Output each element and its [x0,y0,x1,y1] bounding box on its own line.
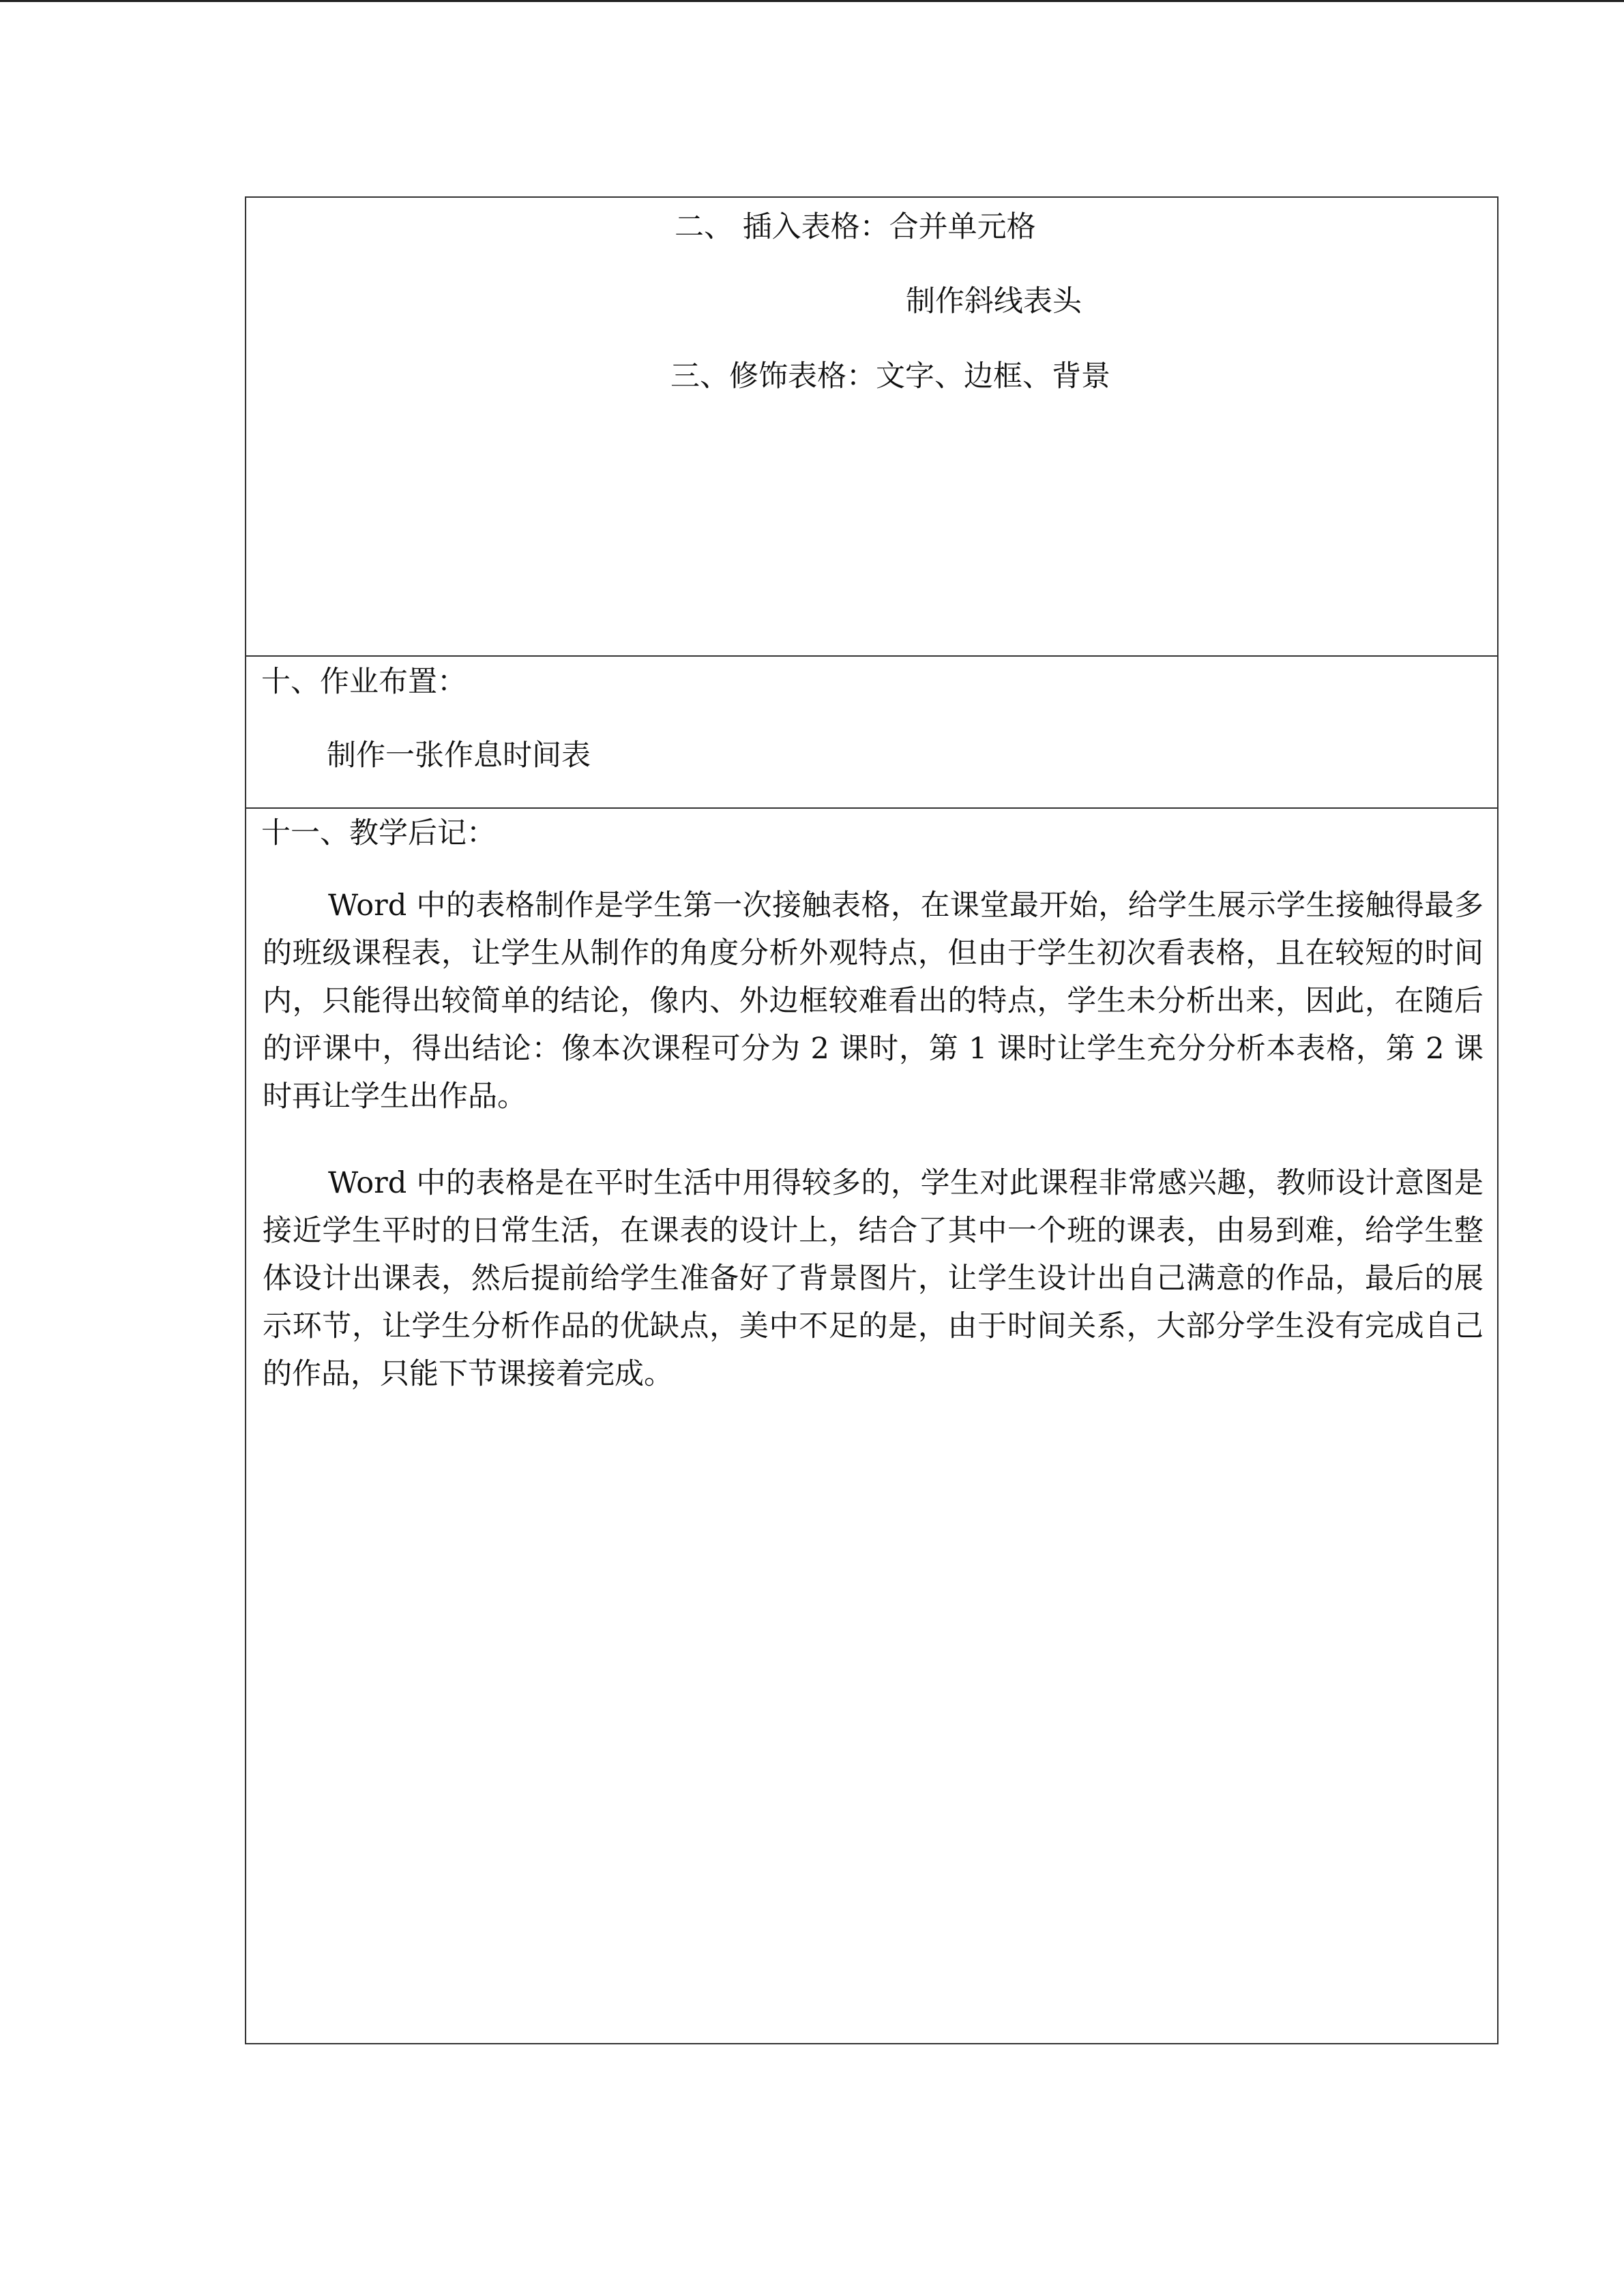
reflection-heading: 十一、教学后记： [261,816,496,850]
page-top-rule [0,0,1624,2]
homework-content: 制作一张作息时间表 [327,739,591,773]
reflection-paragraph-1: Word 中的表格制作是学生第一次接触表格，在课堂最开始，给学生展示学生接触得最多的班级课程表，让学生从制作的角度分析外观特点，但由于学生初次看表格，且在较短的时间内，只能得出较简单的结论，像内、外边框较难看出的特点，学生未分析出来，因此，在随后的评课中，得出结论：像本次课程可分为 2 课时，第 1 课时让学生充分分析本表格，第 2 课时再让学生出作品。 [263,889,1483,1114]
teaching-reflection-cell [246,809,1497,2043]
homework-cell [246,657,1497,809]
reflection-paragraph-2: Word 中的表格是在平时生活中用得较多的，学生对此课程非常感兴趣，教师设计意图是接近学生平时的日常生活，在课表的设计上，结合了其中一个班的课表，由易到难，给学生整体设计出课表，然后提前给学生准备好了背景图片，让学生设计出自己满意的作品，最后的展示环节，让学生分析作品的优缺点，美中不足的是，由于时间关系，大部分学生没有完成自己的作品，只能下节课接着完成。 [263,1166,1483,1391]
teaching-steps-cell [246,198,1497,657]
step-two-line: 二、 插入表格：合并单元格 [675,210,1036,244]
lesson-plan-table [245,196,1498,2044]
step-two-subline: 制作斜线表头 [906,284,1082,318]
homework-heading: 十、作业布置： [261,665,467,699]
step-three-line: 三、修饰表格：文字、边框、背景 [670,359,1110,393]
